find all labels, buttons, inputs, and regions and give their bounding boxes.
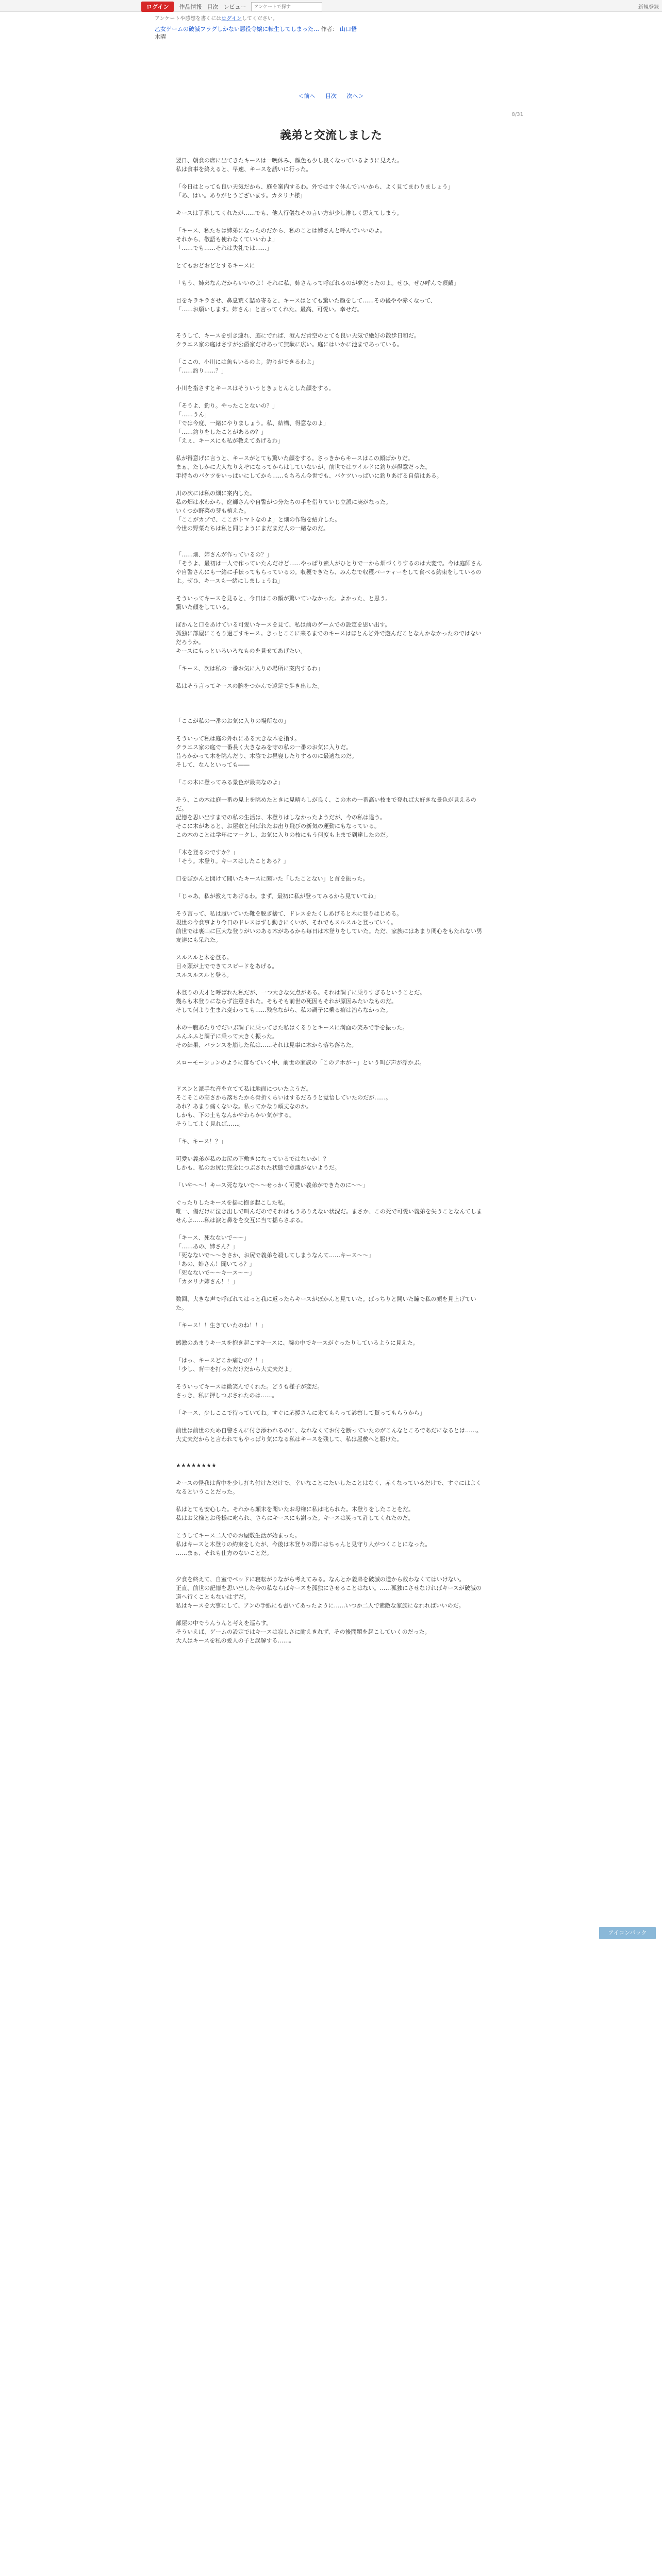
body-paragraph (176, 1374, 485, 1382)
top-nav (141, 2, 322, 12)
menu-item-review[interactable]: レビュー (223, 4, 246, 10)
body-paragraph: ぼかんと口をあけている可愛いキースを見て、私は前のゲームでの設定を思い出す。 (176, 621, 391, 628)
body-paragraph (176, 480, 485, 489)
body-paragraph (176, 1444, 485, 1452)
body-paragraph (176, 375, 485, 384)
body-paragraph: スローモーションのように落ちていく中、前世の家族の「このアホが～」という叫び声が浮かぶ。 (176, 1059, 425, 1066)
body-paragraph (176, 708, 485, 717)
body-paragraph (176, 1610, 485, 1619)
body-paragraph (176, 1049, 485, 1058)
body-paragraph: 「キース、次は私の一番お気に入りの場所に案内するわ」 (176, 665, 323, 672)
body-paragraph: 「……でも……それは失礼では……」 (176, 245, 272, 251)
body-paragraph: 「じゃあ、私が教えてあげるわ。まず、最初に私が登ってみるから見ていてね」 (176, 893, 379, 900)
body-paragraph (176, 585, 485, 594)
body-paragraph: 「少し、背中を打っただけだから大丈夫だよ」 (176, 1366, 295, 1372)
body-paragraph: 数回、大きな声で呼ばれてはっと我に返ったらキースがぼかんと見ていた。ぱっちりと開いた瞳で私の顔を見上げていた。 (176, 1296, 476, 1311)
body-paragraph (176, 1146, 485, 1155)
search-input[interactable] (251, 2, 322, 11)
chapter-title: 義弟と交流しました (279, 129, 382, 142)
body-paragraph (176, 690, 485, 699)
body-paragraph: そういってキースは微笑んでくれた。どうも様子が変だ。 (176, 1383, 323, 1390)
body-paragraph (176, 445, 485, 454)
body-paragraph: 「今日はとっても良い天気だから、庭を案内するわ。外ではすぐ休んでいいから、よく見てまわりましょう」 (176, 183, 454, 190)
body-paragraph: さっき、私に押しつぶされたのは……。 (176, 1392, 278, 1399)
body-paragraph (176, 393, 485, 401)
body-paragraph: 目をキラキラさせ、鼻息荒く詰め寄ると、キースはとても驚いた顔をして……その後やや赤くなって、 (176, 297, 436, 304)
body-paragraph: スルスルと木を登る。 (176, 954, 233, 961)
body-paragraph: 「そう。木登り。キースはしたことある？」 (176, 858, 289, 865)
body-paragraph: 「そうよ、最初は一人で作っていたんだけど……やっぱり素人がひとりで一から畑づくりするのは大変で。今は庭師さんや自警さんにも一緒に手伝ってもらっているの。収穫できたら、みんなで収穫パーティーをして食べる約束をしているのよ。ぜひ、キースも一緒にしましょうね」 (176, 560, 482, 584)
body-paragraph (176, 533, 485, 541)
story-meta (155, 25, 357, 41)
body-paragraph (176, 612, 485, 620)
body-paragraph: 私はお父様とお母様に叱られ、さらにキースにも謝った。キースは笑って許してくれたのだ。 (176, 1515, 414, 1521)
body-paragraph: ★★★★★★★★ (176, 1462, 217, 1469)
body-paragraph: キースの怪我は背中を少し打ち付けただけで、幸いなことにたいしたことはなく、赤くなっているだけで、すぐにはよくなるということだった。 (176, 1480, 482, 1495)
prev-link[interactable]: ＜前へ (298, 93, 316, 99)
body-paragraph (176, 1014, 485, 1023)
body-paragraph: 正直、前世の記憶を思い出した今の私ならばキースを孤独にさせることはない。……孤独にさせなければキースが破滅の道へ行くこともないはずだ。 (176, 1585, 482, 1600)
notice-login-link[interactable]: ログイン (221, 16, 242, 22)
body-paragraph: 「キ、キース！？」 (176, 1138, 227, 1145)
body-paragraph (176, 1557, 485, 1566)
body-paragraph: 私はとても安心した。それから顛末を聞いたお母様に私は叱られた。木登りをしたことをだ。 (176, 1506, 414, 1513)
body-paragraph: 手持ちのバケツをいっぱいにしてから……もちろん今世でも、バケツいっぱいに釣りあげる自信はある。 (176, 472, 442, 479)
body-paragraph (176, 323, 485, 331)
body-paragraph (176, 1190, 485, 1198)
body-paragraph (176, 1225, 485, 1233)
body-paragraph (176, 839, 485, 848)
body-paragraph: 昔ろかかって木を眺んだり、木陰でお昼寝したりするのに最適なのだ。 (176, 753, 357, 759)
body-paragraph: それから、敬語も使わなくていいわよ」 (176, 236, 278, 243)
body-paragraph: 私はキースを大事にして、アンの手紙にも書いてあったように……いつか二人で素敵な家族になれればいいのだ。 (176, 1602, 465, 1609)
author-label: 作者： (321, 26, 338, 32)
body-paragraph: 感激のあまりキースを抱き起こすキースに、腕の中でキースがぐったりしているように見えた。 (176, 1340, 419, 1346)
body-paragraph: 木登りの天才と呼ばれた私だが、一つ大きな欠点がある。それは調子に乗りすぎるということだ。 (176, 989, 425, 996)
body-paragraph: 「あの、姉さん！聞いてる？」 (176, 1261, 255, 1267)
body-paragraph (176, 1067, 485, 1076)
body-paragraph: 口をぽかんと開けて聞いたキースに聞いた「したことない」と首を振った。 (176, 875, 369, 882)
pager-top (0, 92, 662, 100)
body-paragraph: しかも、私のお尻に完全につぶされた状態で意識がないようだ。 (176, 1164, 340, 1171)
body-paragraph: 私は食事を終えると、早速、キースを誘いに行った。 (176, 166, 312, 173)
body-paragraph: 「いや～～！キース死なないで～～せっかく可愛い義弟ができたのに～～」 (176, 1182, 369, 1189)
body-paragraph: スルスルスルと登る。 (176, 972, 233, 978)
body-paragraph: そういえば、ゲームの設定ではキースは寂しさに耐えきれず、その後問題を起こしていくのだった。 (176, 1629, 431, 1635)
body-paragraph: 「ここの、小川には魚もいるのよ。釣りができるわよ」 (176, 359, 318, 365)
body-paragraph (176, 944, 485, 953)
body-paragraph: ふんふふと調子に乗って大きく振った。 (176, 1033, 278, 1040)
body-paragraph: 現世の今食事より今日のドレスはずし動きにくいが、それでもスルスルと登っていく。 (176, 919, 397, 926)
body-paragraph: キースは了承してくれたが……でも、他人行儀なその言い方が少し淋しく思えてしまう。 (176, 210, 403, 216)
body-paragraph (176, 1076, 485, 1084)
body-paragraph (176, 314, 485, 323)
body-paragraph (176, 883, 485, 892)
body-paragraph (176, 1496, 485, 1505)
body-paragraph (176, 200, 485, 209)
body-paragraph: 「あ、はい。ありがとうございます。カタリナ様」 (176, 192, 306, 199)
body-paragraph: あれ？あまり痛くないな。私ってかなり頑丈なのか。 (176, 1103, 312, 1110)
body-paragraph (176, 252, 485, 261)
body-paragraph: 「えぇ、キースにも私が教えてあげるわ」 (176, 437, 284, 444)
body-paragraph: 前世は前世のため自警さんに付き添われるのに、なれなくてお付を断っていたのがこんなところであだになるとは……。 (176, 1427, 482, 1434)
body-paragraph (176, 655, 485, 664)
side-floating-button[interactable]: アイコンバック (599, 1927, 656, 1939)
body-paragraph: 唯一、傷だけに泣き出しで叫んだのでそれはもうありえない状況だ。まさか、この死で可愛い義弟を失うことなんてしませんよ……私は涙と鼻をを交互に当て揺らさぶる。 (176, 1208, 482, 1224)
body-paragraph (176, 287, 485, 296)
body-paragraph: 「……釣りをしたことがあるの？」 (176, 429, 267, 435)
body-paragraph (176, 541, 485, 550)
login-button[interactable]: ログイン (141, 2, 174, 12)
body-paragraph: ……まぁ、それも仕方のないことだ。 (176, 1550, 272, 1556)
next-link[interactable]: 次へ＞ (346, 93, 364, 99)
notice-suffix: してください。 (241, 16, 278, 22)
body-paragraph (176, 1400, 485, 1409)
body-paragraph (176, 1417, 485, 1426)
body-paragraph: 前世では裏山に巨大な登りがいのある木があるから毎日は木登りをしていた。ただ、家族にはあまり関心をもたれない男友達にも呆れた。 (176, 928, 482, 943)
body-paragraph: 驚いた顔をしている。 (176, 604, 233, 611)
body-paragraph: 「キース、死なないで～～」 (176, 1234, 250, 1241)
body-paragraph: この木のことは学年にマークし、お気に入りの枝にもう何度も上まで到達したのだ。 (176, 832, 391, 838)
body-paragraph (176, 1347, 485, 1356)
body-paragraph (176, 1470, 485, 1479)
body-paragraph: 部屋の中でうんうんと考えを巡らす。 (176, 1620, 272, 1626)
body-paragraph: そうして、キースを引き連れ、庭にでれば、澄んだ青空のとても良い天気で絶好の散歩日和だ。 (176, 332, 420, 339)
body-paragraph: クラエス家の庭で一番長く大きなみを守の私の一番のお気に入りだ。 (176, 744, 352, 751)
body-paragraph: まぁ、たしかに大人なりえぞになってからはしていないが、前世ではワイルドに釣りが得意だった。 (176, 464, 431, 470)
body-paragraph: 「キース、私たちは姉弟になったのだから、私のことは姉さんと呼んでいいのよ。 (176, 227, 386, 234)
body-paragraph: 今世の野菜たちは私と同じようにまだまだ人の一緒なのだ。 (176, 525, 329, 532)
body-paragraph: 「……釣り……？」 (176, 367, 227, 374)
body-paragraph: そういってキースを見ると、今日はこの顔が驚いていなかった。よかった、と思う。 (176, 595, 391, 602)
body-paragraph (176, 1128, 485, 1137)
body-paragraph: 私はキースと木登りの約束をしたが、今後は木登りの際にはちゃんと見守り人がつくことになった。 (176, 1541, 431, 1548)
body-paragraph: 私が得意げに言うと、キースがとても驚いた顔をする。さっきからキースはこの顔ばかりだ。 (176, 455, 413, 462)
body-paragraph: 「……うん」 (176, 411, 210, 418)
body-paragraph (176, 1452, 485, 1461)
body-paragraph: 「もう、姉弟なんだからいいのよ！それに私、姉さんって呼ばれるのが夢だったのよ。ぜひ、ぜひ呼んで頂戴」 (176, 280, 459, 286)
body-paragraph: 大人はキースを私の愛人の子と誤解する……。 (176, 1637, 295, 1644)
body-paragraph (176, 673, 485, 682)
body-paragraph: 「キース！！生きていたのね！！」 (176, 1322, 267, 1329)
body-paragraph: 「……お願いします。姉さん」と言ってくれた。最高、可愛い。幸せだ。 (176, 306, 363, 313)
body-paragraph: 目々頭が上でできてスピードをあげる。 (176, 963, 278, 970)
body-paragraph: 幾らも木登りにならず注意された。そもそも前世の死因もそれが原因みたいなものだ。 (176, 998, 397, 1005)
body-paragraph (176, 217, 485, 226)
menu-item-toc[interactable]: 目次 (207, 4, 219, 10)
body-paragraph: 孤独に部屋にこもり過ごすキース。きっとここに来るまでのキースはほとんど外で遊んだことなんかなかったのではないだろうか。 (176, 630, 482, 646)
body-paragraph (176, 866, 485, 874)
body-paragraph (176, 174, 485, 182)
body-paragraph (176, 901, 485, 909)
body-paragraph: 「ここが私の一番のお気に入りの場所なの」 (176, 718, 289, 724)
body-paragraph: 大丈夫だからと言われてもやっぱり気になる私はキースを残して、私は屋敷へと駆けた。 (176, 1436, 403, 1443)
body-paragraph: 「はっ、キースどこか痛むの？！」 (176, 1357, 267, 1364)
body-paragraph: 翌日、朝食の席に出てきたキースは一晩休み、顔色も少し良くなっているように見えた。 (176, 157, 403, 164)
body-paragraph: 「死なないで～～キース～～」 (176, 1269, 255, 1276)
story-title-link[interactable]: 乙女ゲームの破滅フラグしかない悪役令嬢に転生してしまった… (155, 26, 319, 32)
body-paragraph (176, 699, 485, 708)
body-paragraph: 「カタリナ姉さん！！」 (176, 1278, 238, 1285)
body-paragraph: 「キース、少しここで待っていてね。すぐに応援さんに来てもらって診察して貰ってもらうから」 (176, 1410, 425, 1416)
body-paragraph: 可愛い義弟が私のお尻の下敷きになっているではないか！？ (176, 1156, 329, 1162)
body-paragraph: しかも、下の土もなんかやわらかい気がする。 (176, 1112, 295, 1118)
body-paragraph: そして何より生まれ変わっても……残念ながら、私の調子に乗る癖は治らなかった。 (176, 1007, 391, 1013)
body-paragraph (176, 1312, 485, 1321)
body-paragraph (176, 1522, 485, 1531)
body-paragraph (176, 787, 485, 795)
body-paragraph: 私はそう言ってキースの腕をつかんで遠足で歩き出した。 (176, 683, 323, 689)
body-paragraph: 夕食を終えて、自室でベッドに寝転がりながら考えてみる。なんとか義弟を破滅の道から救わなくてはいけない。 (176, 1576, 465, 1583)
body-paragraph (176, 270, 485, 279)
body-paragraph: そういって私は庭の外れにある大きな木を指す。 (176, 735, 301, 742)
body-paragraph: 「死なないで～～きさか、お尻で義弟を殺してしまうなんて……キース～～」 (176, 1252, 374, 1259)
body-paragraph: 「この木に登ってみる景色が最高なのよ」 (176, 779, 284, 786)
body-paragraph: 「……畑、姉さんが作っているの？」 (176, 551, 272, 558)
body-paragraph (176, 725, 485, 734)
body-paragraph: ドスンと派手な音を立てて私は地面についたようだ。 (176, 1086, 312, 1092)
body-paragraph: 「ここがカブで、ここがトマトなのよ」と畑の作物を紹介した。 (176, 516, 341, 523)
page-number: 8/31 (511, 112, 523, 117)
notice-prefix: アンケートや感想を書くには (155, 16, 222, 22)
body-paragraph: 「……あの、姉さん？」 (176, 1243, 238, 1250)
chapter-body (176, 156, 485, 1645)
body-paragraph: ぐったりしたキースを揺に抱き起こした私。 (176, 1199, 289, 1206)
body-paragraph: 川の次には私の畑に案内した。 (176, 490, 255, 497)
body-paragraph: 「では今度、一緒にやりましょう。私、結構、得意なのよ」 (176, 420, 329, 427)
login-notice (155, 14, 278, 22)
body-paragraph (176, 979, 485, 988)
body-paragraph: いくつか野菜の芽も植えた。 (176, 507, 250, 514)
top-bar (0, 0, 662, 12)
body-paragraph (176, 769, 485, 778)
body-paragraph (176, 1566, 485, 1575)
toc-link[interactable]: 目次 (325, 93, 337, 99)
body-paragraph (176, 1286, 485, 1295)
body-paragraph: 私の畑は水わから、庭師さんや自警がつ分たちの手を借りていじ立派に実がなった。 (176, 499, 391, 505)
body-paragraph: 「そうよ、釣り。やったことないの？」 (176, 402, 278, 409)
body-paragraph: そう、この木は庭一番の見上を眺めたときに見晴らしが良く、この木の一番高い枝まで登れば大好きな景色が見えるのだ。 (176, 796, 476, 812)
body-paragraph: そこに木があると、お屋敷と何ばれたお出り飛びの新気の運動にもなっている。 (176, 823, 380, 829)
body-paragraph: その結果、バランスを崩した私は……それは見事に木から落ち落ちた。 (176, 1042, 357, 1048)
body-paragraph (176, 349, 485, 358)
author-link[interactable]: 山口悟 (340, 26, 357, 32)
body-paragraph: 小川を指さすとキースはそういうときょとんとした顔をする。 (176, 385, 335, 392)
body-paragraph: とてもおどおどとするキースに (176, 262, 255, 269)
body-paragraph: 木の中腹あたりでだいぶ調子に乗ってきた私はくるりとキースに満面の笑みで手を振った。 (176, 1024, 408, 1031)
body-paragraph: 「木を登るのですか？」 (176, 849, 238, 856)
body-paragraph: そして、なんといっても―― (176, 761, 250, 768)
meta-line2: 木曜 (155, 33, 166, 40)
body-paragraph: クラエス家の庭はさすが公爵家だけあって無駄に広い。庭にはいかに池まであっている。 (176, 341, 403, 348)
menu-item-info[interactable]: 作品情報 (179, 4, 202, 10)
body-paragraph: そう言って、私は履いていた靴を脱ぎ捨て、ドレスをたくしあげると木に登りはじめる。 (176, 910, 403, 917)
body-paragraph: こうしてキース二人でのお屋敷生活が始まった。 (176, 1532, 301, 1539)
body-paragraph (176, 1172, 485, 1181)
body-paragraph: 記憶を思い出すまでの私の生活は、木登りはしなかったようだが、今の私は違う。 (176, 814, 386, 821)
body-paragraph: キースにもっといろいろなものを見せてあげたい。 (176, 648, 306, 654)
body-paragraph: そうしてよく見れば……。 (176, 1121, 244, 1127)
body-paragraph (176, 1330, 485, 1338)
body-paragraph: そこそこの高さから落ちたから骨折くらいはするだろうと覚悟していたのだが……。 (176, 1094, 391, 1101)
register-link[interactable]: 新規登録 (638, 5, 659, 10)
